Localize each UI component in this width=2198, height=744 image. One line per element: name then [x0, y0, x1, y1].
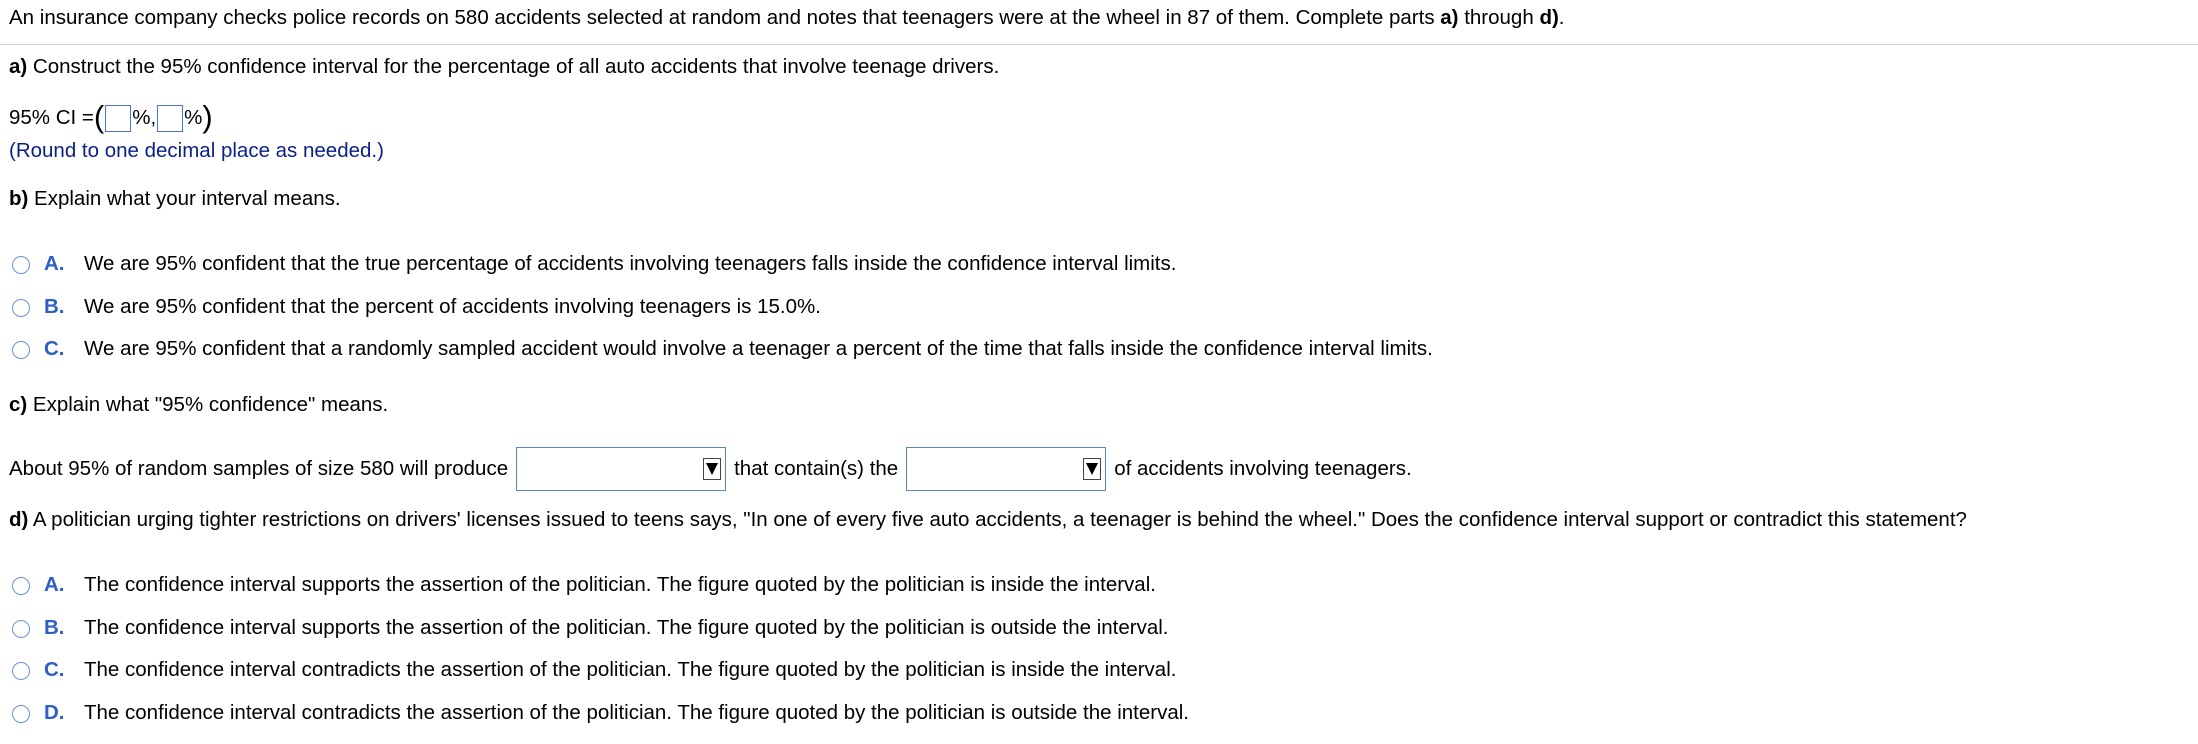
- dropdown-arrow-icon[interactable]: [1083, 458, 1101, 480]
- radio-button[interactable]: [12, 662, 30, 680]
- ci-upper-input[interactable]: [157, 105, 183, 132]
- part-b-option-a[interactable]: A. We are 95% confident that the true percentage of accidents involving teenagers falls inside the confidence interval limits.: [12, 252, 1176, 276]
- problem-statement: An insurance company checks police records on 580 accidents selected at random and notes that teenagers were at the wheel in 87 of them. Complete parts a) through d).: [9, 6, 1565, 29]
- part-d-option-c[interactable]: C. The confidence interval contradicts the assertion of the politician. The figure quoted by the politician is inside the interval.: [12, 658, 1176, 682]
- part-d-option-b[interactable]: B. The confidence interval supports the assertion of the politician. The figure quoted by the politician is outside the interval.: [12, 616, 1169, 640]
- radio-button[interactable]: [12, 577, 30, 595]
- contain-the-dropdown[interactable]: [906, 447, 1106, 491]
- ci-lower-input[interactable]: [105, 105, 131, 132]
- radio-button[interactable]: [12, 256, 30, 274]
- part-b-option-c[interactable]: C. We are 95% confident that a randomly sampled accident would involve a teenager a percent of the time that falls inside the confidence interval limits.: [12, 337, 1433, 361]
- part-b-option-b[interactable]: B. We are 95% confident that the percent of accidents involving teenagers is 15.0%.: [12, 295, 821, 319]
- radio-button[interactable]: [12, 299, 30, 317]
- part-c-sentence: About 95% of random samples of size 580 will produce that contain(s) the of accidents involving teenagers.: [9, 446, 1412, 492]
- part-b-question: b) Explain what your interval means.: [9, 187, 341, 210]
- open-paren: (: [93, 98, 105, 134]
- ci-answer-row: [9, 98, 213, 134]
- ci-prefix: 95% CI =: [9, 105, 94, 129]
- close-paren: ): [202, 98, 213, 134]
- dropdown-arrow-icon[interactable]: [703, 458, 721, 480]
- header-divider: [0, 44, 2198, 45]
- part-a-question: a) Construct the 95% confidence interval for the percentage of all auto accidents that involve teenage drivers.: [9, 55, 1000, 78]
- percent-sign-1: %,: [132, 105, 157, 129]
- part-c-question: c) Explain what "95% confidence" means.: [9, 393, 389, 416]
- radio-button[interactable]: [12, 620, 30, 638]
- part-d-option-d[interactable]: D. The confidence interval contradicts the assertion of the politician. The figure quoted by the politician is outside the interval.: [12, 701, 1189, 725]
- part-d-question: d) A politician urging tighter restrictions on drivers' licenses issued to teens says, "In one of every five auto accidents, a teenager is behind the wheel." Does the confidence interval support or contradict this statement?: [9, 508, 1967, 531]
- rounding-hint: (Round to one decimal place as needed.): [9, 139, 384, 162]
- percent-sign-2: %: [184, 105, 203, 129]
- samples-produce-dropdown[interactable]: [516, 447, 726, 491]
- part-d-option-a[interactable]: A. The confidence interval supports the assertion of the politician. The figure quoted by the politician is inside the interval.: [12, 573, 1156, 597]
- radio-button[interactable]: [12, 341, 30, 359]
- radio-button[interactable]: [12, 705, 30, 723]
